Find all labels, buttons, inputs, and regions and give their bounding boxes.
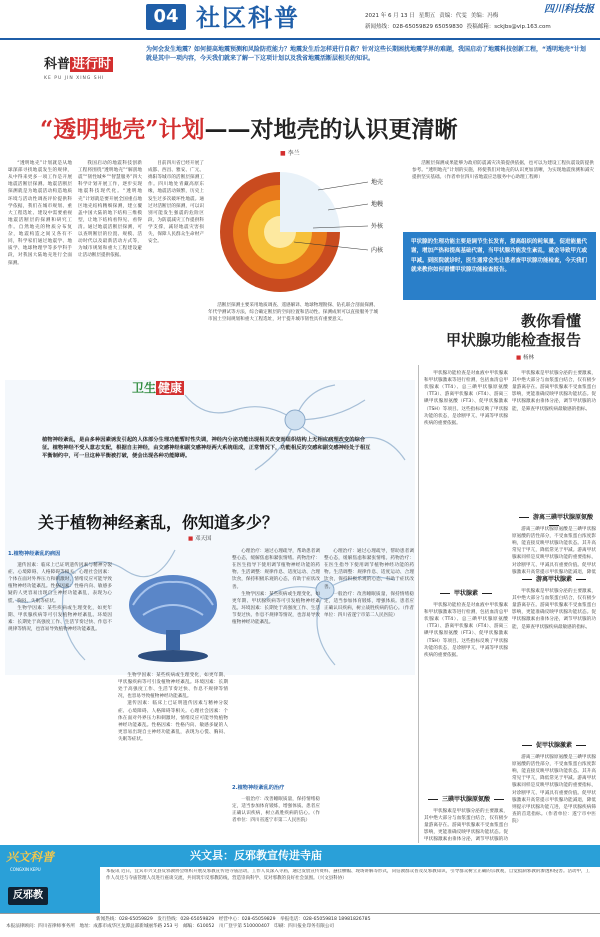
article2-col-1: 甲状腺功能检查是对血液中甲状腺素和甲状腺激素等进行检测，包括血清总甲状腺素（TT4）、总三碘甲状腺原氨酸（TT3）、游离甲状腺素（FT4）、游离三碘甲状腺原氨酸（FT3）、促甲状腺激素（TSH）等项目。这些指标反映了甲状腺功能的状态，是诊断甲亢、甲减等甲状腺疾病的重要依据。 [424, 371, 508, 426]
header-info-line-2: 新闻热线：028-65059829 65059830 投稿邮箱：sckjbs@vip.163.com [365, 24, 551, 30]
header-info-line-1: 2021 年 6 月 13 日 星期五 责编：代雯 美编：冯梅 [365, 13, 499, 19]
kepu-column-badge [44, 56, 136, 96]
article3-col-5: 心理治疗：通过心理疏导，帮助患者调整心态，缓解焦虑和紧张情绪。药物治疗：在医生指导下使用调节植物神经功能的药物。生活调整：规律作息、适度运动、合理饮食，保持积极乐观的心态，有助于症状改善。 一般治疗：改善睡眠质量，保持情绪稳定，适当参加体育锻炼，增强体质。患者应正确认识疾病，树立战胜疾病的信心。（作者单位：四川省遂宁市第二人民医院） [324, 549, 414, 618]
kepu-title-2: 进行时 [72, 57, 112, 72]
brain-illustration [118, 560, 228, 670]
health-intro: 植物神经紊乱，是由多种因素诱发引起的人体部分生理功能暂时性失调，神经内分泌功能出现相关改变而组织结构上无相应病理改变的综合征。植物神经不受人意志支配，根据自主神经，由交感神经和副交感神经两大系统组成，正常情况下，功能相反的交感和副交感神经处于相互平衡制约中，可一旦这种平衡被打破，便会出现各种功能障碍。 [42, 437, 371, 460]
anti-cult-logo-panel [0, 845, 100, 913]
article3-col-1: 遗传因素：临床上已证明遗传因素与精神分裂症、心境障碍、人格障碍等相关。心理社会因素：个体在面对外界压力和刺激时，情绪反应可能导致植物神经功能紊乱。性格因素：性格内向、敏感多疑的人更容易出现自主神经功能紊乱，表现为心慌、胸闷、失眠等症状。 生物学因素：某些疾病或生理变化，如更年期、甲状腺疾病等可引发植物神经紊乱。环境因素：长期处于高强度工作、生活节奏过快、作息不规律等情况，也容易导致植物神经功能紊乱。 [8, 563, 112, 632]
ad-logo-sub: CONGXIN KEPU [10, 867, 41, 872]
ad-body-text: 本报讯 近日，宜宾市兴文县反邪教协会组织开展反邪教宣传进寺庙活动，工作人员深入寺庙，通过发放宣传资料、悬挂横幅、现场讲解等形式，向信教群众普及反邪教知识，引导群众树立正确的宗教观，自觉抵制邪教的渗透和侵害。活动中，工作人员还与寺庙管理人员进行座谈交流，共同筑牢反邪教防线，营造崇尚科学、反对邪教的良好社会氛围。（兴文县科协） [106, 869, 590, 881]
anti-cult-ad-band [0, 845, 600, 913]
article2-author: ■ 杨林 [516, 355, 534, 362]
article3-col-4: 一般治疗：改善睡眠质量，保持情绪稳定，适当参加体育锻炼，增强体质。患者应正确认识疾病，树立战胜疾病的信心。（作者单位：四川省遂宁市第二人民医院） [232, 797, 320, 824]
kepu-title-1: 科普 [44, 57, 71, 72]
ad-title: 兴文县：反邪教宣传进寺庙 [100, 845, 600, 867]
article1-author: ■ 李兰 [280, 150, 300, 158]
page-footer [0, 913, 600, 937]
article3-headline: 关于植物神经紊乱，你知道多少？ [38, 513, 279, 532]
subhead-t4: 甲状腺素 [424, 590, 508, 598]
earth-structure-diagram [208, 160, 408, 300]
article1-col-1: “透明地壳”计划就是从地球深部寻找地震发生的规律，从中得来更多一项工作是开展地震活断层探测。地震活断层探测就是为地震活动构造地质环境与活动性调查评价提供科学依据，我们在城市规划、重大工程选址、建设中需要重视地震活断层的探测和研究工作。自然地壳的物质分布复杂，地震构造之间又各有不同，科学家们通过地震学、地质学、地球物理学等多学科手段，对我国大陆地壳进行全面探测。 [8, 161, 72, 266]
intro-paragraph: 为何会发生地震？如何提高地震预测和风险防范能力？地震发生后怎样进行自救？针对这些长期困扰地震学界的难题，我国启动了地震科技创新工程，“透明地壳”计划就是其中一项内容，今天我们就来了解一下这项计划以及我省地震活断层相关的知识。 [146, 46, 586, 63]
article1-col-3: 目前四川省已经开展了成都、西昌、雅安、广元、绵阳等城市的活断层探测工作。四川地处青藏高原东缘，地震活动频繁，历史上发生过多次破坏性地震。通过对活断层的探测，可以识别可能发生强震的危险区段，为防震减灾工作提供科学支撑，减轻地震灾害损失，保障人民群众生命财产安全。 [148, 161, 204, 245]
kepu-pinyin: KE PU JIN XING SHI [44, 75, 105, 81]
thyroid-intro-box: 甲状腺的生理功能主要是调节生长发育，提高组织的耗氧量，促进能量代谢，增加产热和提高基础代谢，当甲状腺功能发生紊乱，就会导致甲亢或甲减。到医院就诊时，医生通常会先让患者查甲状腺功能检查，今天我们就来教你如何看懂甲状腺功能检查报告。 [403, 232, 596, 300]
article1-col-4: 活断层探测主要采用地质调查、遥感解译、地球物理勘探、钻孔联合剖面探测、年代学测试等方法，综合确定断层的空间位置和活动性。探测成果可以直接服务于城市国土空间规划和重大工程选址，对于提升城市韧性具有重要意义。 [208, 303, 378, 323]
label-crust: 地壳 [371, 179, 384, 186]
article3-col-2: 生物学因素：某些疾病或生理变化，如更年期、甲状腺疾病等可引发植物神经紊乱。环境因素：长期处于高强度工作、生活节奏过快、作息不规律等情况，也容易导致植物神经功能紊乱。 遗传因素：临床上已证明遗传因素与精神分裂症、心境障碍、人格障碍等相关。心理社会因素：个体在面对外界压力和刺激时，情绪反应可能导致植物神经功能紊乱。性格因素：性格内向、敏感多疑的人更容易出现自主神经功能紊乱，表现为心慌、胸闷、失眠等症状。 [118, 673, 228, 742]
label-outer-core: 外核 [371, 223, 384, 230]
section-title: 社区科普 [196, 3, 300, 32]
article2-col-6: 甲状腺素是甲状腺分泌的主要激素，其中绝大部分与血浆蛋白结合，仅有极少量游离存在。游离甲状腺素不受血浆蛋白影响，更能准确反映甲状腺功能状态。促甲状腺激素由垂体分泌，调节甲状腺的功 [424, 809, 508, 842]
footer-row-2: 本报法律顾问：四川省律师事务所 地址：成都市成华区龙潭总部新城丽华路 253 号 邮编：610052 川广登字第 510000407 印刷：四川报业印务有限公司 [6, 924, 335, 930]
paper-logo: 四川科技报 [544, 4, 594, 15]
label-inner-core: 内核 [371, 247, 384, 254]
article2-headline: 教你看懂 甲状腺功能检查报告 [446, 312, 582, 349]
ad-logo-text-2: 反邪教 [8, 887, 48, 905]
article3-subhead-2: 2.植物神经紊乱的治疗 [232, 785, 285, 791]
label-mantle: 地幔 [371, 201, 384, 208]
masthead [0, 0, 600, 40]
article2-col-3a: 游离三碘甲状腺原氨酸是三碘甲状腺原氨酸的活性部分，不受血浆蛋白浓度影响，能直接反映甲状腺功能状态。其升高常见于甲亢，降低常见于甲减。游离甲状腺素同样是反映甲状腺功能的重要指标，对诊断甲亢、甲减具有重要价值。促甲状腺激素升高常提示甲状腺功能减退，降低 [512, 527, 596, 574]
article1-headline: “透明地壳”计划——对地壳的认识更清晰 [40, 116, 458, 143]
ad-logo-text: 兴文科普 [6, 850, 55, 864]
article2-col-2: 甲状腺素是甲状腺分泌的主要激素，其中绝大部分与血浆蛋白结合，仅有极少量游离存在。游离甲状腺素不受血浆蛋白影响，更能准确反映甲状腺功能状态。促甲状腺激素由垂体分泌，调节甲状腺的功能，是筛查甲状腺疾病最敏感的指标。 [512, 371, 596, 412]
article2-col-5: 游离三碘甲状腺原氨酸是三碘甲状腺原氨酸的活性部分，不受血浆蛋白浓度影响，能直接反映甲状腺功能状态。其升高常见于甲亢，降低常见于甲减。游离甲状腺素同样是反映甲状腺功能的重要指标，对诊断甲亢、甲减具有重要价值。促甲状腺激素升高常提示甲状腺功能减退，降低则提示甲状腺功能亢进，是甲状腺疾病筛查的首选指标。（作者单位：遂宁市中医院） [512, 755, 596, 824]
footer-row-1: 新闻热线：028-65059829 发行热线：028-65059829 经营中心：028-65059829 举报电话：028-65059818 18981826785 [96, 917, 371, 922]
article1-col-2: 我国启动的地震科技创新工程将围绕“透明地壳”“解剖地震”“韧性城乡”“智慧服务”四大科学计划开展工作，逐步实现地震科技现代化。“透明地壳”计划就是要开展全国重点地区地壳结构精细探测，建立覆盖中国大陆的地下结构三维模型，让地下结构看得见、看得清。通过地震活断层探测，可以查明断层的位置、规模、活动时代以及最新活动方式等，为城市规划和重大工程建设避让活动断层提供依据。 [78, 161, 142, 259]
article2-col-3b: 甲状腺功能检查是对血液中甲状腺素和甲状腺激素等进行检测，包括血清总甲状腺素（TT4）、总三碘甲状腺原氨酸（TT3）、游离甲状腺素（FT4）、游离三碘甲状腺原氨酸（FT3）、促甲状腺激素（TSH）等项目。这些指标反映了甲状腺功能的状态，是诊断甲亢、甲减等甲状腺疾病的重要依据。 [424, 603, 508, 658]
article3-subhead-2-wrap [232, 782, 320, 794]
column-divider [418, 365, 419, 843]
health-section-tag: 卫生 健康 [132, 381, 183, 395]
article3-col-3: 心理治疗：通过心理疏导，帮助患者调整心态，缓解焦虑和紧张情绪。药物治疗：在医生指导下使用调节植物神经功能的药物。生活调整：规律作息、适度运动、合理饮食，保持积极乐观的心态，有助于症状改善。 生物学因素：某些疾病或生理变化，如更年期、甲状腺疾病等可引发植物神经紊乱。环境因素：长期处于高强度工作、生活节奏过快、作息不规律等情况，也容易导致植物神经功能紊乱。 [232, 549, 320, 626]
subhead-t3: 三碘甲状腺原氨酸 [424, 796, 508, 804]
subhead-tsh: 促甲状腺激素 [512, 742, 596, 750]
article2-col-4: 甲状腺素是甲状腺分泌的主要激素，其中绝大部分与血浆蛋白结合，仅有极少量游离存在。游离甲状腺素不受血浆蛋白影响，更能准确反映甲状腺功能状态。促甲状腺激素由垂体分泌，调节甲状腺的功能，是筛查甲状腺疾病最敏感的指标。 [512, 589, 596, 630]
article3-subhead-1-wrap [8, 548, 112, 560]
page-number-badge: 04 [146, 4, 186, 30]
subhead-ft3: 游离三碘甲状腺原氨酸 [512, 514, 596, 530]
subhead-ft4: 游离甲状腺素 [512, 576, 596, 584]
article3-subhead-1: 1.植物神经紊乱的病因 [8, 551, 61, 557]
article3-author: ■ 邓天国 [188, 536, 211, 543]
article1-col-5: 活断层探测成果能够为政府防震减灾决策提供依据，也可以为建设工程抗震设防提供参考。“透明地壳”计划的实施，将使我们对地壳的认识更加清晰，为实现地震预测和减灾提供坚实基础。（作者单位四川省地震应急服务中心助理工程师） [412, 161, 594, 181]
